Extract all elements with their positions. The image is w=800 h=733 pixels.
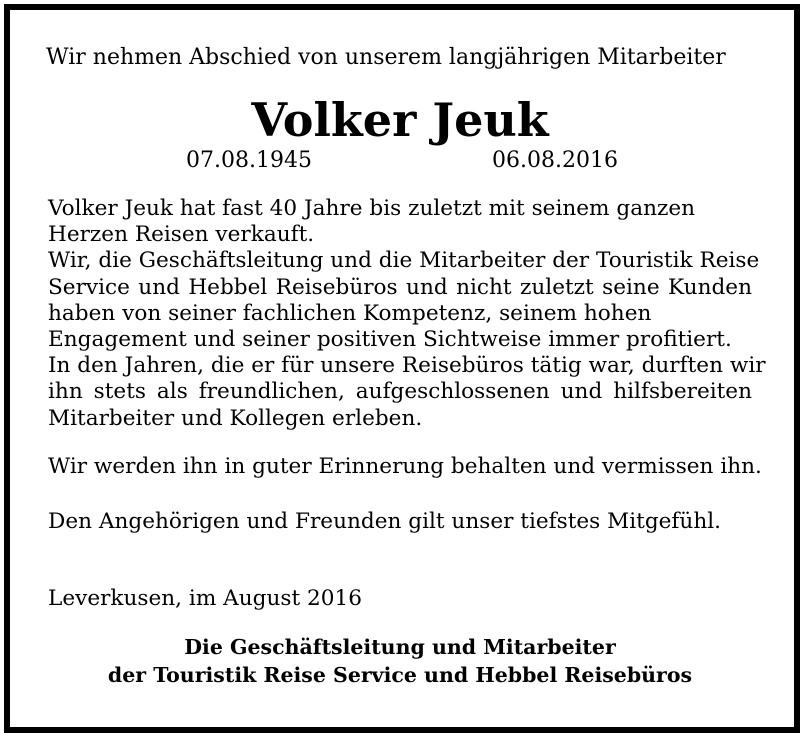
intro-text: Wir nehmen Abschied von unserem langjährigen Mitarbeiter	[46, 45, 726, 70]
closing-remembrance: Wir werden ihn in guter Erinnerung behalten und vermissen ihn.	[48, 454, 762, 479]
death-date: 06.08.2016	[492, 148, 618, 173]
body-line: Service und Hebbel Reisebüros und nicht zuletzt seine Kunden	[48, 274, 752, 300]
body-line: Volker Jeuk hat fast 40 Jahre bis zuletzt mit seinem ganzen	[48, 196, 696, 221]
birth-date: 07.08.1945	[186, 148, 312, 173]
closing-condolences: Den Angehörigen und Freunden gilt unser tiefstes Mitgefühl.	[48, 509, 722, 534]
body-line: Herzen Reisen verkauft.	[48, 222, 315, 248]
body-line: Mitarbeiter und Kollegen erleben.	[48, 405, 423, 431]
signature-line-1: Die Geschäftsleitung und Mitarbeiter	[184, 635, 616, 659]
body-line: In den Jahren, die er für unsere Reisebüros tätig war, durften wir	[48, 353, 766, 379]
place-and-date: Leverkusen, im August 2016	[48, 586, 362, 611]
signature-block	[0, 633, 800, 689]
obituary-body	[48, 196, 766, 432]
body-line: Wir, die Geschäftsleitung und die Mitarbeiter der Touristik Reise	[48, 248, 760, 274]
body-line: haben von seiner fachlichen Kompetenz, seinem hohen	[48, 300, 652, 326]
body-line: ihn stets als freundlichen, aufgeschlossenen und hilfsbereiten	[48, 379, 752, 405]
body-line: Engagement und seiner positiven Sichtweise immer profitiert.	[48, 327, 732, 353]
deceased-name: Volker Jeuk	[251, 93, 549, 147]
signature-line-2: der Touristik Reise Service und Hebbel Reisebüros	[107, 663, 693, 687]
